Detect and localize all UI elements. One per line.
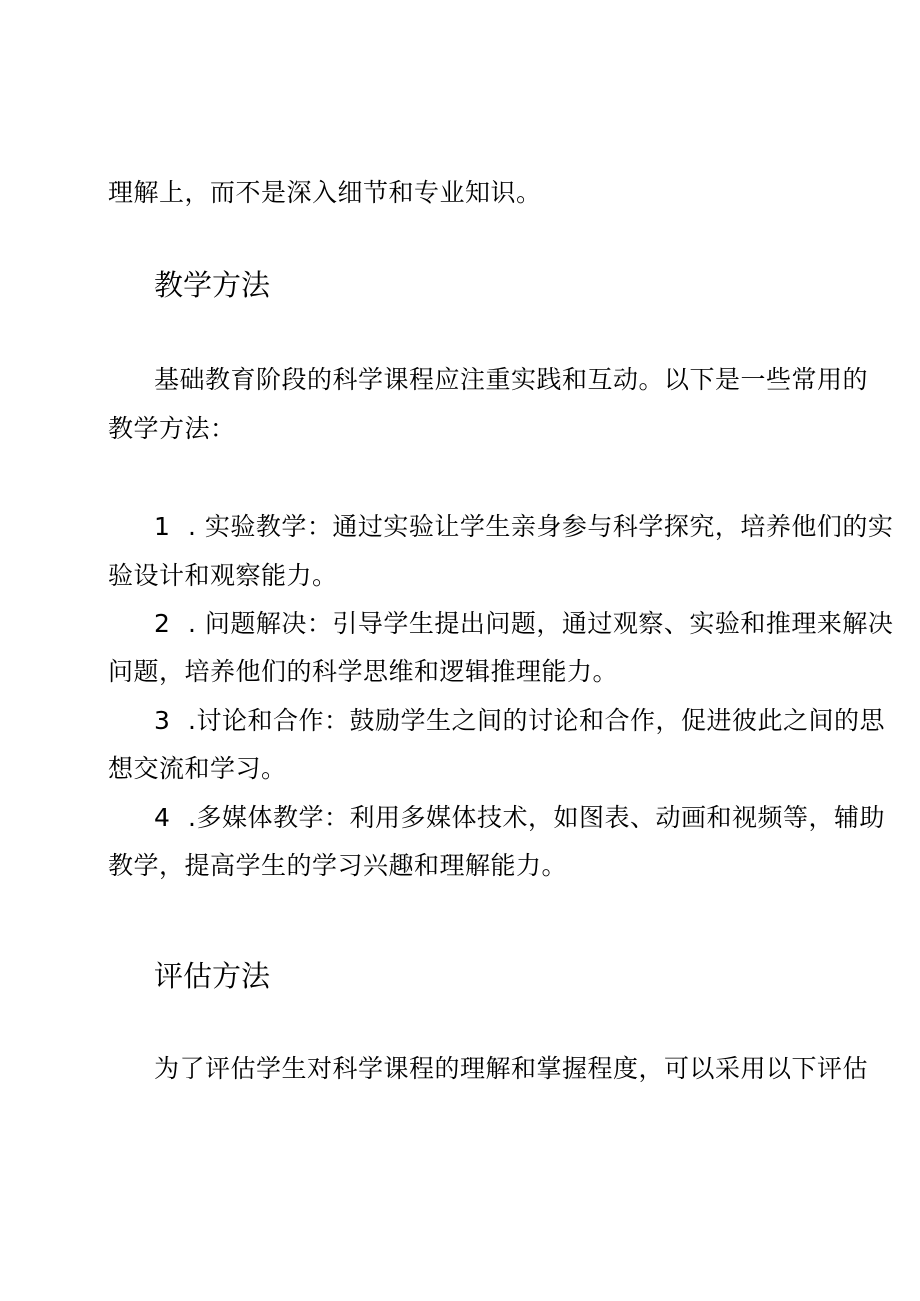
list-item-2-line-2: 问题，培养他们的科学思维和逻辑推理能力。 [108,657,619,686]
list-item-number: 2 [154,609,171,638]
teaching-intro-line-1: 基础教育阶段的科学课程应注重实践和互动。以下是一些常用的 [154,365,869,394]
list-item-text: . 问题解决：引导学生提出问题，通过观察、实验和推理来解决 [188,609,894,638]
list-item-1-line-1 [154,512,893,542]
list-item-number: 3 [154,706,171,735]
list-item-text: . 实验教学：通过实验让学生亲身参与科学探究，培养他们的实 [188,512,894,541]
list-item-2-line-1 [154,609,893,639]
list-item-4-line-2: 教学，提高学生的学习兴趣和理解能力。 [108,851,568,880]
list-item-4-line-1 [154,803,885,833]
list-item-3-line-2: 想交流和学习。 [108,754,287,783]
list-item-1-line-2: 验设计和观察能力。 [108,561,338,590]
list-item-number: 4 [154,803,171,832]
continuation-text: 理解上，而不是深入细节和专业知识。 [108,178,542,207]
assessment-intro-line-1: 为了评估学生对科学课程的理解和掌握程度，可以采用以下评估 [154,1054,869,1083]
list-item-text: .讨论和合作：鼓励学生之间的讨论和合作，促进彼此之间的思 [188,706,885,735]
teaching-intro-line-2: 教学方法： [108,414,236,443]
list-item-3-line-1 [154,706,885,736]
section-heading-assessment: 评估方法 [154,959,271,993]
list-item-text: .多媒体教学：利用多媒体技术，如图表、动画和视频等，辅助 [188,803,885,832]
section-heading-teaching: 教学方法 [154,268,271,302]
list-item-number: 1 [154,512,171,541]
